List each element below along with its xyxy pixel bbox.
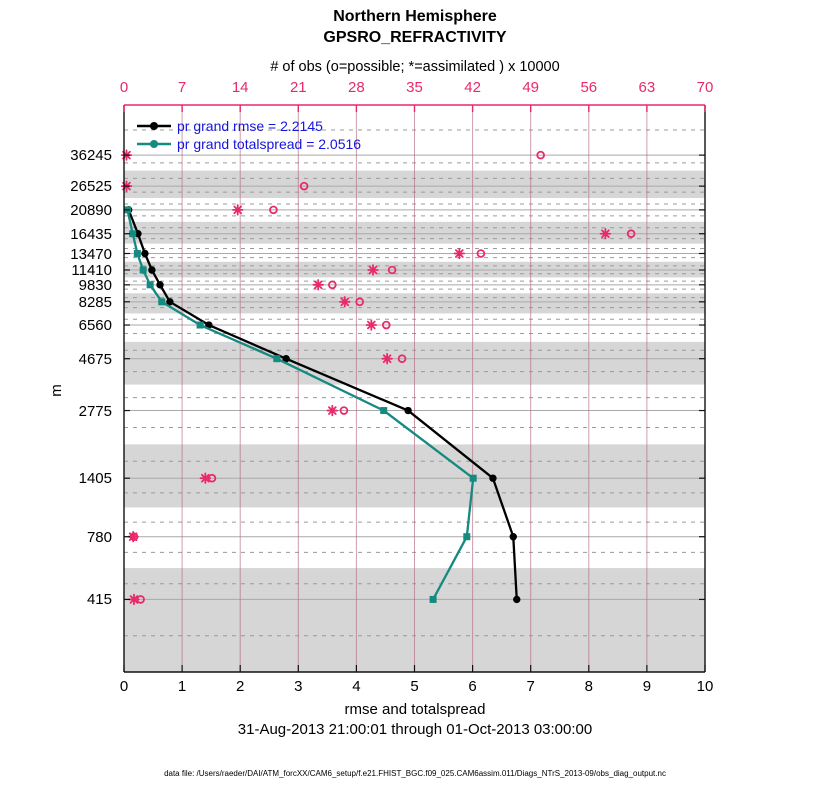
assimilated-count-asterisk: [328, 406, 338, 416]
bottom-tick-label: 4: [352, 678, 361, 695]
rmse-marker: [489, 475, 496, 482]
y-tick-label: 2775: [78, 402, 112, 420]
bottom-tick-label: 0: [119, 678, 129, 695]
bottom-tick-label: 6: [468, 678, 477, 695]
plot-title-region: Northern Hemisphere: [333, 8, 497, 25]
assimilated-count-asterisk: [201, 473, 211, 483]
bottom-tick-label: 5: [410, 678, 419, 695]
plot-title-variable: GPSRO_REFRACTIVITY: [323, 29, 507, 46]
y-tick-label: 9830: [78, 276, 112, 294]
top-axis-label: # of obs (o=possible; *=assimilated ) x 10000: [270, 59, 560, 75]
top-tick-label: 28: [348, 79, 365, 96]
y-tick-label: 26525: [70, 178, 112, 196]
assimilated-count-asterisk: [367, 320, 377, 330]
top-tick-label: 56: [580, 79, 598, 96]
y-tick-label: 16435: [70, 225, 112, 243]
y-tick-label: 20890: [70, 201, 112, 219]
totalspread-marker: [147, 281, 154, 288]
top-tick-label: 42: [464, 79, 481, 96]
bottom-tick-label: 2: [236, 678, 245, 695]
y-tick-label: 13470: [70, 245, 112, 263]
assimilated-count-asterisk: [455, 249, 465, 259]
rmse-marker: [513, 596, 520, 603]
top-tick-label: 7: [177, 79, 187, 96]
y-tick-label: 11410: [71, 262, 112, 279]
legend-entry: [136, 137, 361, 151]
rmse-marker: [404, 407, 411, 414]
totalspread-marker: [430, 596, 437, 603]
top-tick-label: 70: [696, 79, 714, 96]
top-tick-label: 63: [638, 79, 656, 96]
totalspread-marker: [129, 230, 136, 237]
totalspread-marker: [158, 298, 165, 305]
bottom-tick-label: 10: [696, 678, 714, 695]
rmse-marker: [156, 281, 163, 288]
legend-entry-label: pr grand totalspread = 2.0516: [177, 136, 362, 152]
totalspread-marker: [197, 322, 204, 329]
rmse-marker: [510, 533, 517, 540]
top-tick-label: 14: [231, 79, 249, 96]
rmse-marker: [148, 266, 155, 273]
assimilated-count-asterisk: [129, 595, 139, 605]
totalspread-marker: [134, 250, 141, 257]
y-tick-label: 415: [86, 591, 112, 609]
totalspread-marker: [273, 355, 280, 362]
totalspread-marker: [463, 533, 470, 540]
y-tick-label: 1405: [78, 470, 112, 488]
y-tick-label: 780: [86, 528, 112, 546]
top-tick-label: 49: [522, 79, 540, 96]
rmse-marker: [141, 250, 148, 257]
bottom-tick-label: 9: [642, 678, 652, 695]
top-tick-label: 21: [289, 79, 307, 96]
bottom-tick-label: 7: [526, 678, 535, 695]
legend-swatch: [136, 137, 172, 151]
y-tick-label: 6560: [78, 317, 112, 335]
assimilated-count-asterisk: [233, 205, 243, 215]
legend-entry: [136, 119, 323, 133]
top-tick-label: 35: [406, 79, 423, 96]
data-file-path: data file: /Users/raeder/DAI/ATM_forcXX/CAM6_setup/f.e21.FHIST_BGC.f09_025.CAM6assim.011/Diags_NTrS_2013-09/obs_diag_output.nc: [164, 769, 666, 778]
assimilated-count-asterisk: [313, 280, 323, 290]
assimilated-count-asterisk: [368, 265, 378, 275]
totalspread-marker: [140, 267, 147, 274]
assimilated-count-asterisk: [601, 229, 611, 239]
y-tick-label: 4675: [78, 350, 112, 368]
top-tick-label: 0: [119, 79, 129, 96]
totalspread-marker: [380, 407, 387, 414]
bottom-tick-label: 1: [177, 678, 187, 695]
legend-entry-label: pr grand rmse = 2.2145: [177, 118, 323, 134]
y-axis-label: m: [47, 384, 65, 397]
assimilated-count-asterisk: [382, 354, 392, 364]
x-axis-label: rmse and totalspread: [344, 701, 486, 718]
time-range-subtitle: 31-Aug-2013 21:00:01 through 01-Oct-2013 03:00:00: [237, 721, 593, 738]
bottom-tick-label: 8: [584, 678, 593, 695]
y-tick-label: 8285: [78, 293, 112, 311]
assimilated-count-asterisk: [340, 297, 350, 307]
y-tick-label: 36245: [70, 147, 112, 165]
bottom-tick-label: 3: [294, 678, 303, 695]
totalspread-marker: [470, 475, 477, 482]
legend-swatch: [136, 119, 172, 133]
